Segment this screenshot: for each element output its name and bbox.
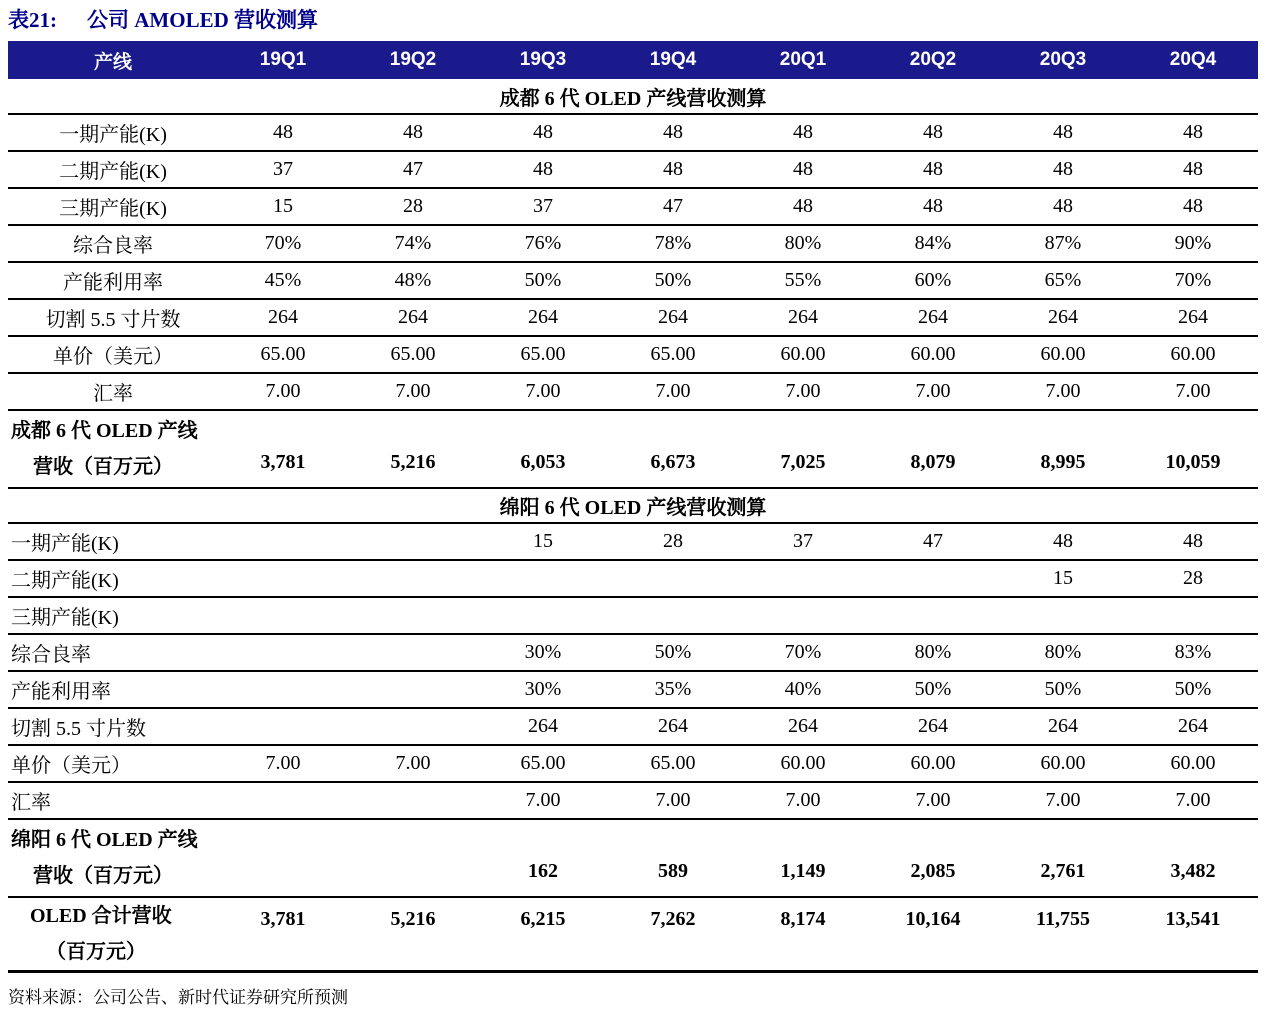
table-cell: 7.00 [998,782,1128,819]
table-cell [218,819,348,897]
table-cell: 80% [738,225,868,262]
table-cell: 60.00 [1128,336,1258,373]
amoled-revenue-table [8,41,1258,973]
table-cell: 48 [738,114,868,151]
table-cell: 60.00 [998,336,1128,373]
table-cell [478,560,608,597]
table-cell [608,560,738,597]
table-cell: 78% [608,225,738,262]
table-cell: 80% [868,634,998,671]
table-cell: 15 [478,523,608,560]
table-cell: 3,781 [218,410,348,488]
table-cell [348,597,478,634]
column-header-product-line: 产线 [8,41,218,79]
table-cell: 60.00 [868,745,998,782]
table-cell: 15 [998,560,1128,597]
table-cell: 162 [478,819,608,897]
table-cell: 264 [478,299,608,336]
table-cell: 7.00 [478,782,608,819]
table-cell: 6,215 [478,897,608,972]
total-label-line2: 营收（百万元） [33,865,173,887]
table-cell: 264 [738,299,868,336]
table-cell: 48 [1128,188,1258,225]
table-cell: 7.00 [868,373,998,410]
column-header-19q4: 19Q4 [608,41,738,79]
table-cell: 65.00 [608,745,738,782]
table-cell: 48 [868,188,998,225]
table-cell [218,634,348,671]
table-cell: 8,174 [738,897,868,972]
table-cell: 60.00 [868,336,998,373]
column-header-19q2: 19Q2 [348,41,478,79]
table-cell [348,560,478,597]
table-caption: 公司 AMOLED 营收测算 [87,8,318,32]
total-row-label [8,410,218,488]
table-cell: 60.00 [738,745,868,782]
table-cell [738,560,868,597]
total-row-mianyang-revenue [8,819,1258,897]
table-cell: 264 [348,299,478,336]
table-cell: 50% [998,671,1128,708]
table-cell: 2,761 [998,819,1128,897]
table-row [8,745,1258,782]
table-cell: 65.00 [478,745,608,782]
table-cell [218,523,348,560]
table-cell: 55% [738,262,868,299]
table-cell: 48 [1128,114,1258,151]
total-label-line1: 成都 6 代 OLED 产线 [11,420,198,442]
section-header-label: 绵阳 6 代 OLED 产线营收测算 [8,488,1258,523]
table-cell: 2,085 [868,819,998,897]
table-cell: 11,755 [998,897,1128,972]
table-cell: 5,216 [348,410,478,488]
table-cell: 60% [868,262,998,299]
table-cell: 15 [218,188,348,225]
row-label: 汇率 [8,782,218,819]
table-row [8,225,1258,262]
table-cell: 7.00 [478,373,608,410]
row-label: 单价（美元） [8,336,218,373]
row-label: 汇率 [8,373,218,410]
table-cell: 264 [738,708,868,745]
table-cell: 40% [738,671,868,708]
table-row [8,188,1258,225]
table-cell: 7,025 [738,410,868,488]
table-cell: 3,482 [1128,819,1258,897]
total-label-line1: 绵阳 6 代 OLED 产线 [11,829,198,851]
table-cell: 10,059 [1128,410,1258,488]
table-number: 表21: [8,8,57,32]
table-cell: 37 [218,151,348,188]
column-header-20q2: 20Q2 [868,41,998,79]
column-header-19q1: 19Q1 [218,41,348,79]
table-cell: 48% [348,262,478,299]
row-label: 三期产能(K) [8,597,218,634]
column-header-20q4: 20Q4 [1128,41,1258,79]
table-cell: 264 [608,299,738,336]
row-label: 一期产能(K) [8,114,218,151]
table-cell: 48 [998,114,1128,151]
table-cell: 48 [738,151,868,188]
table-cell: 264 [1128,299,1258,336]
table-cell: 7.00 [218,745,348,782]
table-cell: 7.00 [998,373,1128,410]
table-cell: 6,673 [608,410,738,488]
column-header-19q3: 19Q3 [478,41,608,79]
table-cell: 65.00 [608,336,738,373]
table-cell: 7.00 [738,782,868,819]
table-row [8,523,1258,560]
table-cell: 48 [478,114,608,151]
table-cell: 7.00 [1128,782,1258,819]
table-cell: 48 [1128,151,1258,188]
table-cell: 10,164 [868,897,998,972]
table-cell: 48 [998,188,1128,225]
total-row-label [8,819,218,897]
table-row [8,560,1258,597]
table-cell [218,708,348,745]
row-label: 三期产能(K) [8,188,218,225]
table-cell: 7.00 [348,745,478,782]
table-cell [348,782,478,819]
table-cell: 264 [608,708,738,745]
table-cell: 48 [868,151,998,188]
table-cell [218,671,348,708]
table-cell: 65.00 [478,336,608,373]
table-cell: 7.00 [868,782,998,819]
table-cell: 28 [348,188,478,225]
table-cell: 7.00 [608,782,738,819]
row-label: 切割 5.5 寸片数 [8,299,218,336]
table-cell: 48 [478,151,608,188]
table-cell [218,560,348,597]
table-cell: 30% [478,634,608,671]
table-cell: 8,079 [868,410,998,488]
column-header-20q3: 20Q3 [998,41,1128,79]
row-label: 综合良率 [8,634,218,671]
column-header-20q1: 20Q1 [738,41,868,79]
table-cell: 28 [608,523,738,560]
table-cell: 1,149 [738,819,868,897]
table-cell: 48 [738,188,868,225]
table-cell: 7.00 [218,373,348,410]
table-cell: 48 [608,151,738,188]
source-note: 资料来源：公司公告、新时代证券研究所预测 [8,988,348,1007]
table-cell [608,597,738,634]
table-cell [348,634,478,671]
table-cell: 264 [998,708,1128,745]
table-row [8,262,1258,299]
table-title [0,0,1266,41]
table-cell: 74% [348,225,478,262]
table-cell: 65% [998,262,1128,299]
table-cell: 7.00 [348,373,478,410]
section-header-mianyang [8,488,1258,523]
table-cell: 50% [608,262,738,299]
table-cell: 65.00 [218,336,348,373]
table-cell: 50% [608,634,738,671]
table-cell: 90% [1128,225,1258,262]
table-cell [348,819,478,897]
table-cell: 84% [868,225,998,262]
table-cell: 264 [868,299,998,336]
table-cell: 37 [738,523,868,560]
table-cell [348,523,478,560]
table-cell [868,597,998,634]
grand-total-label-line2: （百万元） [46,941,146,963]
table-cell: 5,216 [348,897,478,972]
table-cell: 80% [998,634,1128,671]
table-cell: 76% [478,225,608,262]
table-cell: 60.00 [738,336,868,373]
section-header-label: 成都 6 代 OLED 产线营收测算 [8,79,1258,114]
table-cell: 87% [998,225,1128,262]
table-row [8,671,1258,708]
table-cell: 264 [998,299,1128,336]
table-cell: 589 [608,819,738,897]
grand-total-row-oled-revenue [8,897,1258,972]
row-label: 一期产能(K) [8,523,218,560]
table-cell: 48 [998,151,1128,188]
table-cell: 7.00 [1128,373,1258,410]
table-cell: 7.00 [608,373,738,410]
table-row [8,114,1258,151]
table-cell: 30% [478,671,608,708]
table-cell: 65.00 [348,336,478,373]
table-cell: 3,781 [218,897,348,972]
grand-total-label [8,897,218,972]
table-cell: 48 [608,114,738,151]
total-row-chengdu-revenue [8,410,1258,488]
table-row [8,299,1258,336]
table-cell: 7,262 [608,897,738,972]
table-cell: 8,995 [998,410,1128,488]
table-cell: 48 [348,114,478,151]
table-row [8,634,1258,671]
table-row [8,782,1258,819]
table-cell: 47 [348,151,478,188]
row-label: 二期产能(K) [8,560,218,597]
table-cell: 28 [1128,560,1258,597]
table-cell [1128,597,1258,634]
table-cell: 7.00 [738,373,868,410]
table-cell: 83% [1128,634,1258,671]
row-label: 产能利用率 [8,671,218,708]
table-cell: 264 [218,299,348,336]
table-cell: 13,541 [1128,897,1258,972]
grand-total-label-line1: OLED 合计营收 [30,905,172,927]
total-label-line2: 营收（百万元） [33,456,173,478]
table-cell: 264 [868,708,998,745]
table-cell [998,597,1128,634]
table-cell: 48 [998,523,1128,560]
table-cell [868,560,998,597]
row-label: 二期产能(K) [8,151,218,188]
table-cell [348,671,478,708]
table-cell [738,597,868,634]
section-header-chengdu [8,79,1258,114]
table-row [8,708,1258,745]
table-cell: 48 [1128,523,1258,560]
table-cell [478,597,608,634]
row-label: 产能利用率 [8,262,218,299]
table-row [8,336,1258,373]
table-cell: 60.00 [1128,745,1258,782]
table-cell: 50% [1128,671,1258,708]
table-row [8,151,1258,188]
table-cell: 264 [1128,708,1258,745]
table-cell: 47 [868,523,998,560]
table-cell [218,597,348,634]
table-row [8,373,1258,410]
table-cell [348,708,478,745]
table-header-row [8,41,1258,79]
table-cell: 37 [478,188,608,225]
table-cell: 70% [218,225,348,262]
row-label: 切割 5.5 寸片数 [8,708,218,745]
table-cell: 48 [868,114,998,151]
table-cell: 70% [738,634,868,671]
table-cell: 48 [218,114,348,151]
table-cell: 47 [608,188,738,225]
table-cell: 60.00 [998,745,1128,782]
row-label: 单价（美元） [8,745,218,782]
row-label: 综合良率 [8,225,218,262]
table-row [8,597,1258,634]
table-cell: 45% [218,262,348,299]
table-cell [218,782,348,819]
table-cell: 50% [478,262,608,299]
table-cell: 35% [608,671,738,708]
table-cell: 264 [478,708,608,745]
table-cell: 70% [1128,262,1258,299]
table-cell: 50% [868,671,998,708]
table-cell: 6,053 [478,410,608,488]
